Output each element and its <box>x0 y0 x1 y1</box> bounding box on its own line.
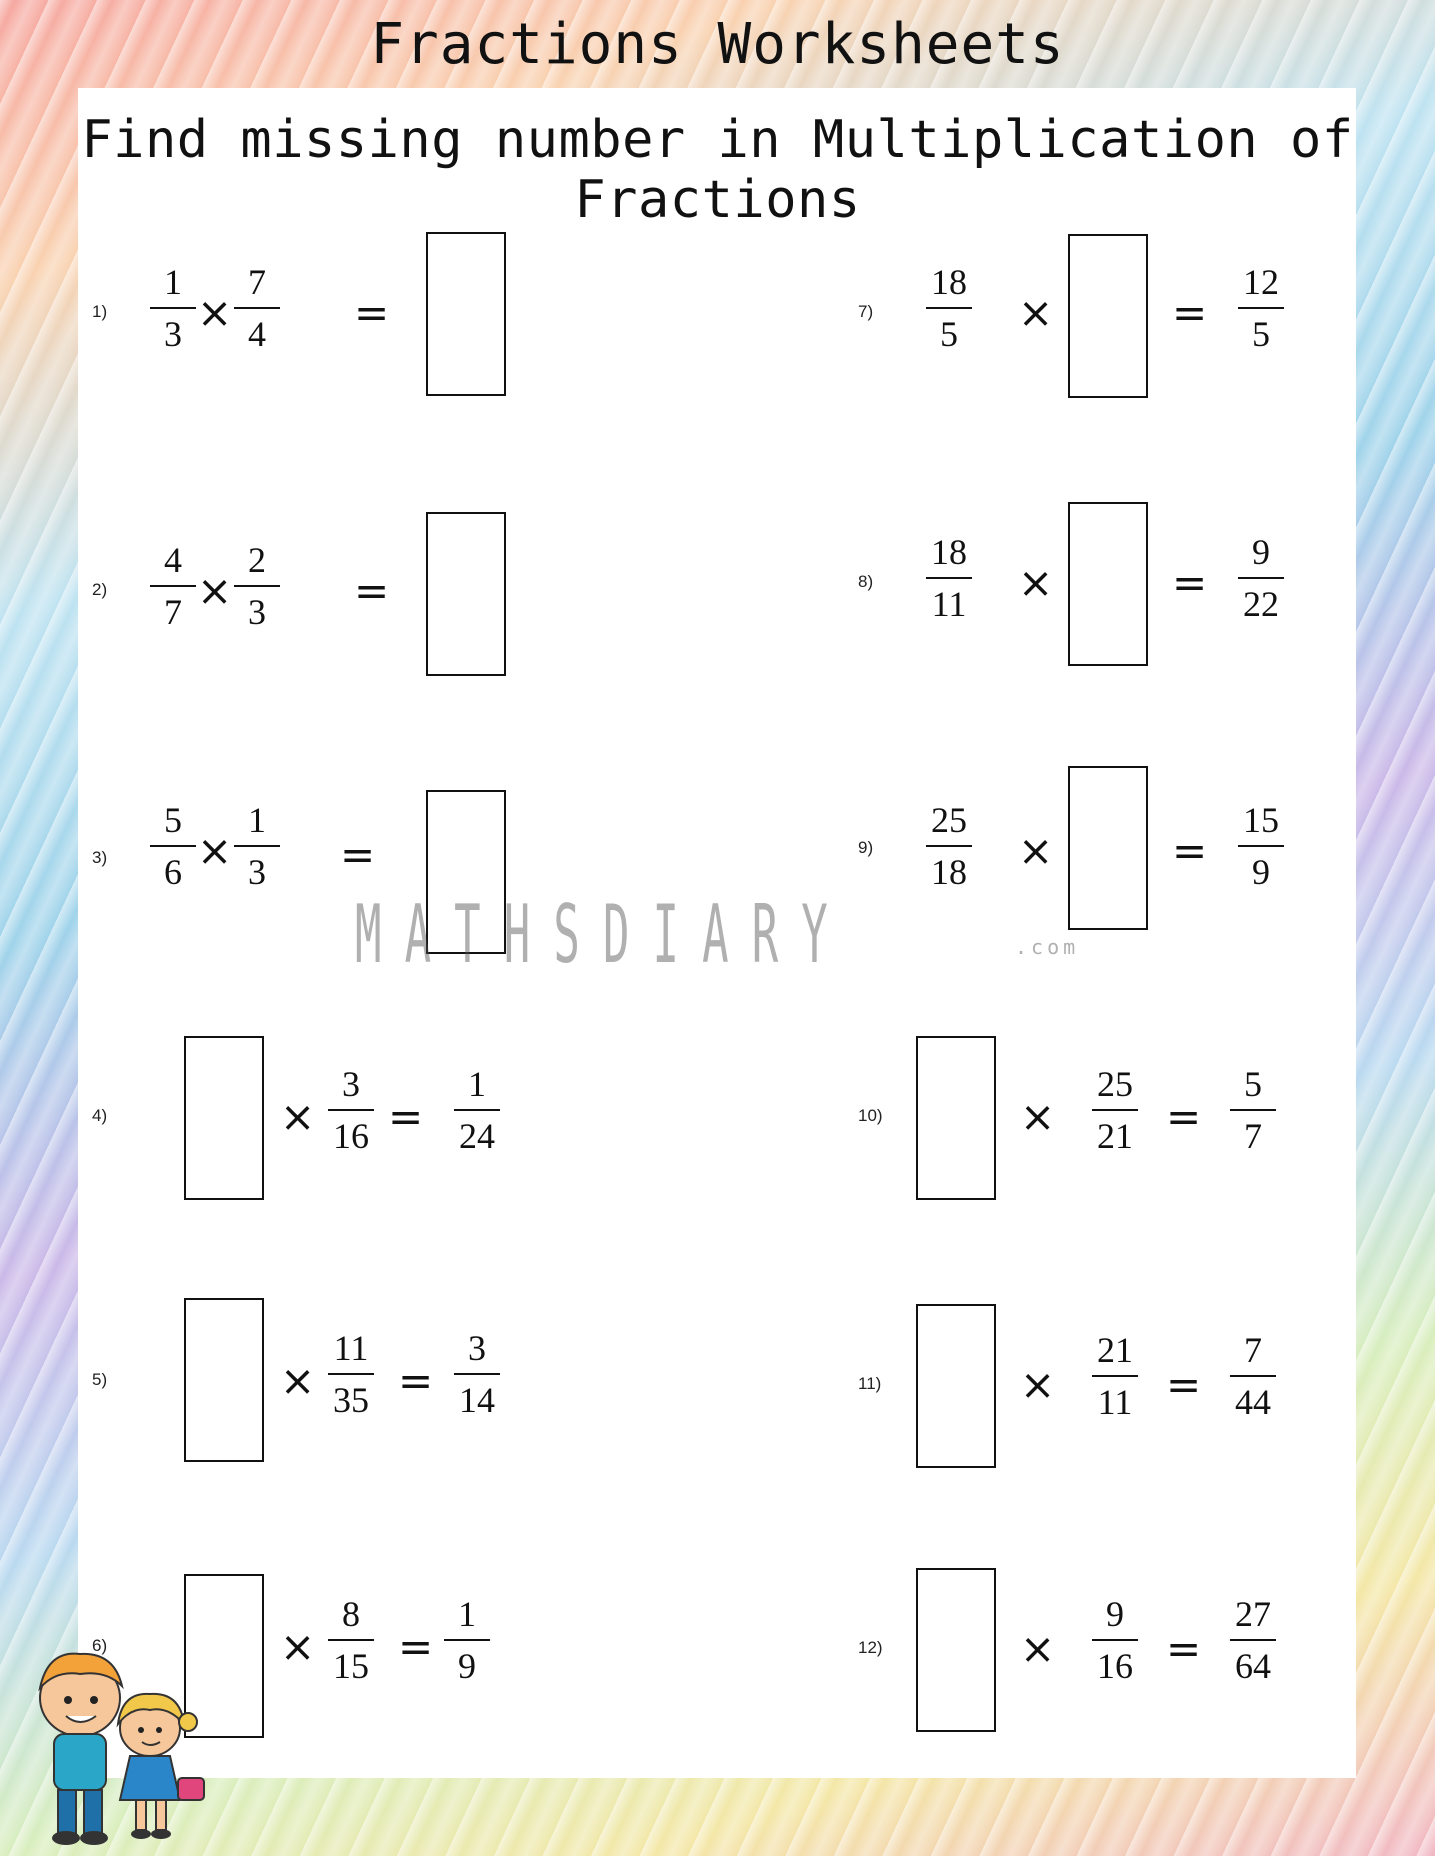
equals-sign: = <box>398 1356 434 1405</box>
problem-4 <box>92 1034 652 1204</box>
answer-box[interactable] <box>916 1304 996 1468</box>
worksheet-subtitle: Find missing number in Multiplication of Fractions <box>81 110 1354 230</box>
problem-9 <box>858 766 1418 936</box>
kids-illustration <box>18 1640 218 1850</box>
times-sign: × <box>197 566 233 615</box>
fraction-b: 11 35 <box>320 1326 382 1422</box>
equals-sign: = <box>1172 288 1208 337</box>
times-sign: × <box>1020 1360 1056 1409</box>
problem-number: 4) <box>92 1106 108 1125</box>
answer-box[interactable] <box>426 512 506 676</box>
times-sign: × <box>280 1092 316 1141</box>
times-sign: × <box>1020 1624 1056 1673</box>
equals-sign: = <box>354 566 390 615</box>
answer-box[interactable] <box>916 1568 996 1732</box>
problem-8 <box>858 500 1418 670</box>
fraction-b: 21 11 <box>1084 1328 1146 1424</box>
fraction-result: 9 22 <box>1230 530 1292 626</box>
answer-box[interactable] <box>1068 234 1148 398</box>
fraction-a: 18 11 <box>918 530 980 626</box>
fraction-b: 3 16 <box>320 1062 382 1158</box>
fraction-b: 8 15 <box>320 1592 382 1688</box>
answer-box[interactable] <box>426 232 506 396</box>
fraction-result: 15 9 <box>1230 798 1292 894</box>
watermark-brand: MATHSDIARY <box>355 888 851 981</box>
problem-number: 1) <box>92 302 108 321</box>
times-sign: × <box>197 288 233 337</box>
equals-sign: = <box>354 288 390 337</box>
problem-number: 9) <box>858 838 874 857</box>
fraction-b: 7 4 <box>226 260 288 356</box>
problem-number: 7) <box>858 302 874 321</box>
problem-number: 10) <box>858 1106 883 1125</box>
fraction-a: 1 3 <box>142 260 204 356</box>
times-sign: × <box>1020 1092 1056 1141</box>
fraction-result: 5 7 <box>1222 1062 1284 1158</box>
answer-box[interactable] <box>1068 766 1148 930</box>
fraction-a: 4 7 <box>142 538 204 634</box>
equals-sign: = <box>1172 558 1208 607</box>
answer-box[interactable] <box>1068 502 1148 666</box>
problem-number: 8) <box>858 572 874 591</box>
problem-number: 5) <box>92 1370 108 1389</box>
problem-2 <box>92 508 652 678</box>
equals-sign: = <box>340 830 376 879</box>
equals-sign: = <box>398 1622 434 1671</box>
equals-sign: = <box>1166 1092 1202 1141</box>
times-sign: × <box>280 1356 316 1405</box>
equals-sign: = <box>388 1092 424 1141</box>
problem-5 <box>92 1298 652 1468</box>
fraction-b: 2 3 <box>226 538 288 634</box>
answer-box[interactable] <box>184 1036 264 1200</box>
fraction-result: 27 64 <box>1222 1592 1284 1688</box>
problem-number: 12) <box>858 1638 883 1657</box>
fraction-a: 18 5 <box>918 260 980 356</box>
times-sign: × <box>1018 826 1054 875</box>
fraction-result: 12 5 <box>1230 260 1292 356</box>
problem-number: 2) <box>92 580 108 599</box>
fraction-a: 25 18 <box>918 798 980 894</box>
fraction-result: 7 44 <box>1222 1328 1284 1424</box>
times-sign: × <box>1018 558 1054 607</box>
equals-sign: = <box>1166 1624 1202 1673</box>
fraction-b: 25 21 <box>1084 1062 1146 1158</box>
fraction-b: 1 3 <box>226 798 288 894</box>
problem-12 <box>858 1566 1418 1736</box>
problem-7 <box>858 230 1418 400</box>
fraction-result: 1 9 <box>436 1592 498 1688</box>
watermark-suffix: .com <box>1015 935 1080 959</box>
equals-sign: = <box>1172 826 1208 875</box>
worksheet-header: Fractions Worksheets <box>370 12 1065 77</box>
fraction-a: 5 6 <box>142 798 204 894</box>
problem-number: 11) <box>858 1374 882 1393</box>
times-sign: × <box>197 826 233 875</box>
problem-1 <box>92 230 652 400</box>
answer-box[interactable] <box>916 1036 996 1200</box>
fraction-result: 3 14 <box>446 1326 508 1422</box>
times-sign: × <box>280 1622 316 1671</box>
equals-sign: = <box>1166 1360 1202 1409</box>
fraction-result: 1 24 <box>446 1062 508 1158</box>
problem-11 <box>858 1302 1418 1472</box>
times-sign: × <box>1018 288 1054 337</box>
problem-10 <box>858 1034 1418 1204</box>
problem-number: 3) <box>92 848 108 867</box>
problem-number: 6) <box>92 1636 108 1655</box>
answer-box[interactable] <box>184 1298 264 1462</box>
fraction-b: 9 16 <box>1084 1592 1146 1688</box>
